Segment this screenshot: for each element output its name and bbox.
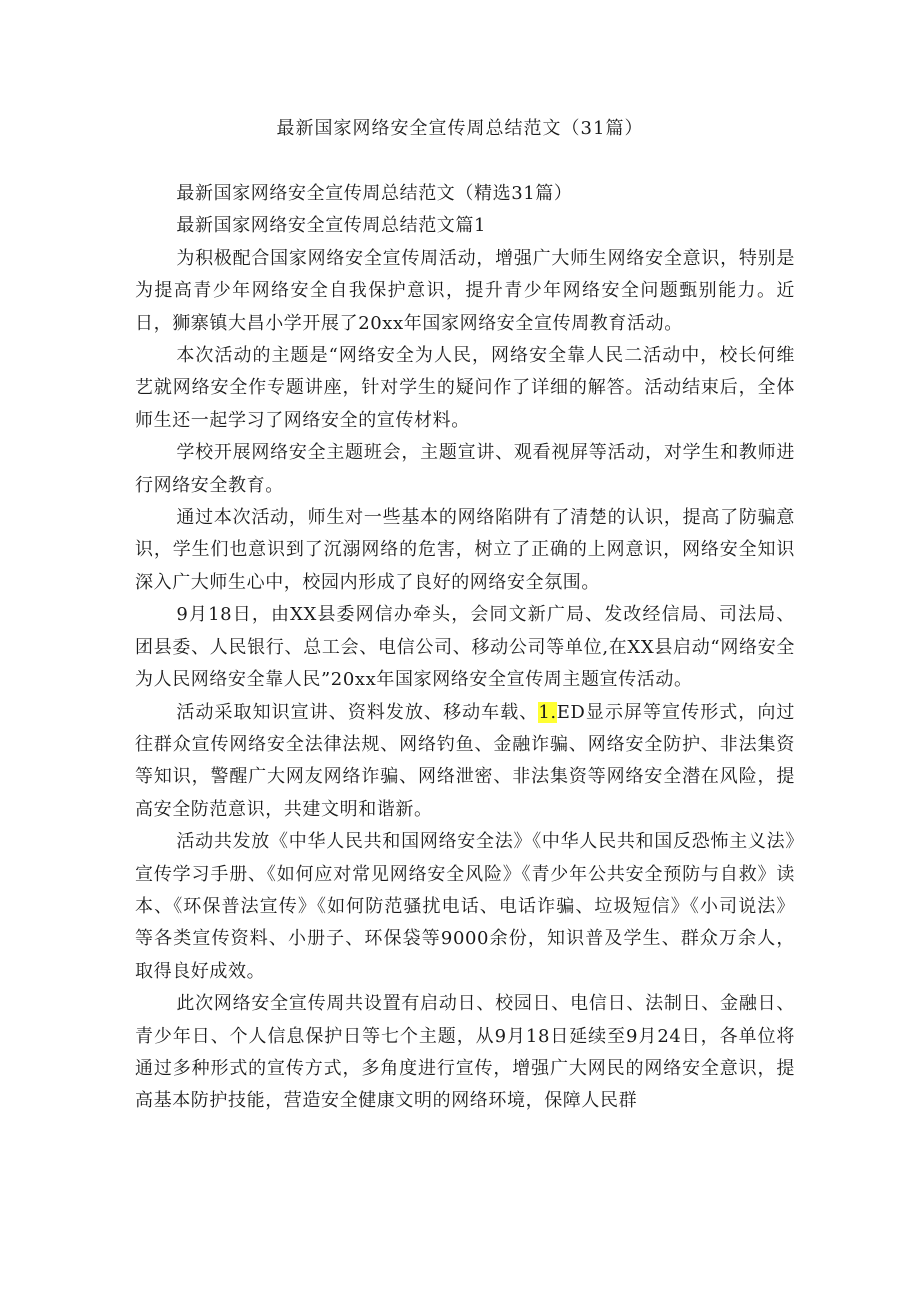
- paragraph-7: 活动共发放《中华人民共和国网络安全法》《中华人民共和国反恐怖主义法》宣传学习手册、《如何应对常见网络安全风险》《青少年公共安全预防与自救》读本、《环保普法宣传》《如何防范骚扰电话、电话诈骗、垃圾短信》《小司说法》等各类宣传资料、小册子、环保袋等9000余份，知识普及学生、群众万余人，取得良好成效。: [135, 831, 795, 982]
- document-title: 最新国家网络安全宣传周总结范文（31篇）: [276, 118, 644, 139]
- highlight-mark: 1.: [538, 701, 557, 723]
- paragraph-5: 9月18日，由XX县委网信办牵头，会同文新广局、发改经信局、司法局、团县委、人民银行、总工会、电信公司、移动公司等单位,在XX县启动“网络安全为人民网络安全靠人民”20xx年国家网络安全宣传周主题宣传活动。: [135, 604, 795, 691]
- paragraph-1: 为积极配合国家网络安全宣传周活动，增强广大师生网络安全意识，特别是为提高青少年网络安全自我保护意识，提升青少年网络安全问题甄别能力。近日，狮寨镇大昌小学开展了20xx年国家网络安全宣传周教育活动。: [135, 247, 795, 334]
- paragraph-6: [135, 697, 795, 827]
- document-body: [135, 178, 795, 1118]
- paragraph-6-after: ED显示屏等宣传形式，向过往群众宣传网络安全法律法规、网络钓鱼、金融诈骗、网络安全防护、非法集资等知识，警醒广大网友网络诈骗、网络泄密、非法集资等网络安全潜在风险，提高安全防范意识，共建文明和谐新。: [135, 701, 795, 820]
- paragraph-4: 通过本次活动，师生对一些基本的网络陷阱有了清楚的认识，提高了防骗意识，学生们也意识到了沉溺网络的危害，树立了正确的上网意识，网络安全知识深入广大师生心中，校园内形成了良好的网络安全氛围。: [135, 507, 795, 593]
- paragraph-3: 学校开展网络安全主题班会，主题宣讲、观看视屏等活动，对学生和教师进行网络安全教育。: [135, 442, 795, 496]
- paragraph-2: 本次活动的主题是“网络安全为人民，网络安全靠人民二活动中，校长何维艺就网络安全作专题讲座，针对学生的疑问作了详细的解答。活动结束后，全体师生还一起学习了网络安全的宣传材料。: [135, 345, 795, 431]
- section-heading: 最新国家网络安全宣传周总结范文篇1: [176, 215, 487, 237]
- paragraph-8: 此次网络安全宣传周共设置有启动日、校园日、电信日、法制日、金融日、青少年日、个人信息保护日等七个主题，从9月18日延续至9月24日，各单位将通过多种形式的宣传方式，多角度进行宣传，增强广大网民的网络安全意识，提高基本防护技能，营造安全健康文明的网络环境，保障人民群: [135, 993, 795, 1112]
- paragraph-6-before: 活动采取知识宣讲、资料发放、移动车载、: [176, 701, 539, 723]
- subtitle-line: 最新国家网络安全宣传周总结范文（精选31篇）: [176, 183, 573, 204]
